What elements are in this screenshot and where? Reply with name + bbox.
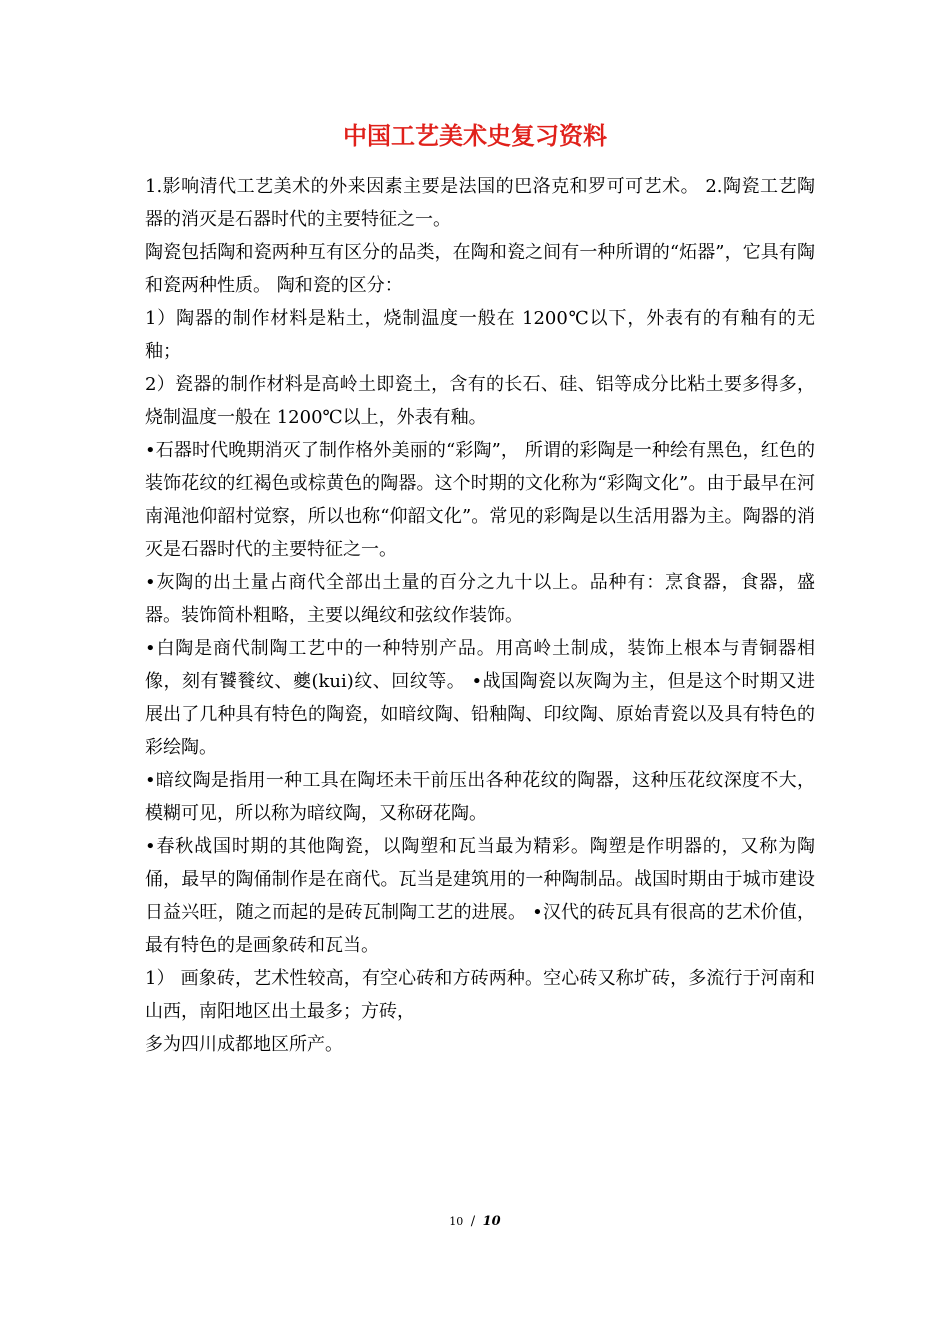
paragraph: 1.影响清代工艺美术的外来因素主要是法国的巴洛克和罗可可艺术。 2.陶瓷工艺陶器的消灭是石器时代的主要特征之一。 <box>145 176 815 230</box>
document-title: 中国工艺美术史复习资料 <box>343 122 607 150</box>
paragraph: •春秋战国时期的其他陶瓷，以陶塑和瓦当最为精彩。陶塑是作明器的，又称为陶俑，最早的陶俑制作是在商代。瓦当是建筑用的一种陶制品。战国时期由于城市建设日益兴旺，随之而起的是砖瓦制陶工艺的进展。 •汉代的砖瓦具有很高的艺术价值，最有特色的是画象砖和瓦当。 <box>145 836 815 956</box>
total-page-count: 10 <box>482 1214 501 1229</box>
page-separator: / <box>470 1214 476 1229</box>
paragraph: 1）陶器的制作材料是粘土，烧制温度一般在 1200℃以下，外表有的有釉有的无釉； <box>145 308 815 362</box>
paragraph: •石器时代晚期消灭了制作格外美丽的“彩陶”， 所谓的彩陶是一种绘有黑色，红色的装饰花纹的红褐色或棕黄色的陶器。这个时期的文化称为“彩陶文化”。由于最早在河南渑池仰韶村觉察，所以也称“仰韶文化”。常见的彩陶是以生活用器为主。陶器的消灭是石器时代的主要特征之一。 <box>145 440 815 560</box>
paragraph: 1） 画象砖，艺术性较高，有空心砖和方砖两种。空心砖又称圹砖，多流行于河南和山西，南阳地区出土最多；方砖， <box>145 968 815 1022</box>
current-page-number: 10 <box>449 1215 464 1228</box>
paragraph: •暗纹陶是指用一种工具在陶坯未干前压出各种花纹的陶器，这种压花纹深度不大，模糊可见，所以称为暗纹陶，又称砑花陶。 <box>145 770 815 824</box>
page-number <box>0 1214 950 1230</box>
document-body <box>145 170 815 1061</box>
paragraph: •白陶是商代制陶工艺中的一种特别产品。用高岭土制成，装饰上根本与青铜器相像，刻有饕餮纹、夔(kui)纹、回纹等。 •战国陶瓷以灰陶为主，但是这个时期又进展出了几种具有特色的陶瓷，如暗纹陶、铅釉陶、印纹陶、原始青瓷以及具有特色的彩绘陶。 <box>145 638 815 758</box>
paragraph: •灰陶的出土量占商代全部出土量的百分之九十以上。品种有：烹食器，食器，盛器。装饰简朴粗略，主要以绳纹和弦纹作装饰。 <box>145 572 815 626</box>
paragraph: 陶瓷包括陶和瓷两种互有区分的品类，在陶和瓷之间有一种所谓的“炻器”，它具有陶和瓷两种性质。 陶和瓷的区分： <box>145 242 815 296</box>
paragraph: 2）瓷器的制作材料是高岭土即瓷土，含有的长石、硅、铝等成分比粘土要多得多，烧制温度一般在 1200℃以上，外表有釉。 <box>145 374 815 428</box>
paragraph: 多为四川成都地区所产。 <box>145 1034 343 1055</box>
